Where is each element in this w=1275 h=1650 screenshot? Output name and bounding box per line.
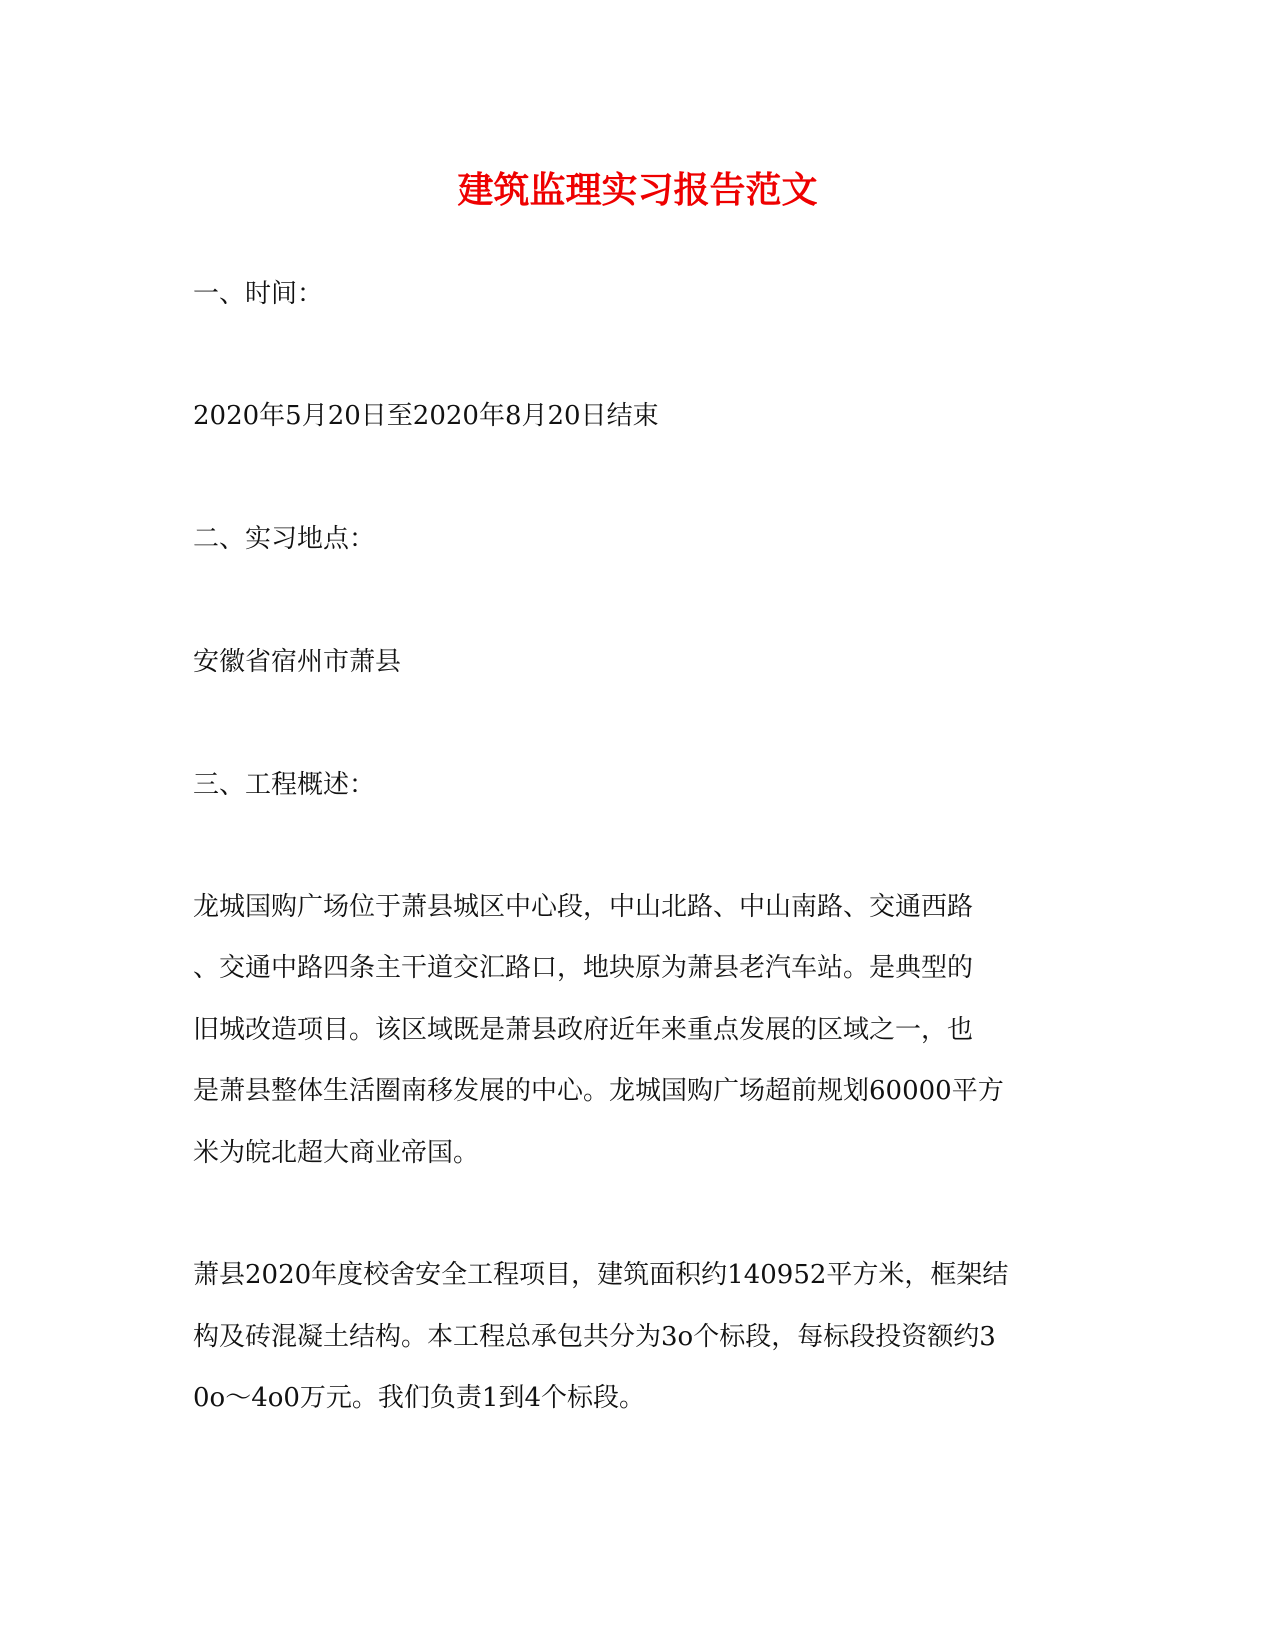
paragraph-1-line: 龙城国购广场位于萧县城区中心段，中山北路、中山南路、交通西路 bbox=[193, 892, 974, 922]
paragraph-1-line: 米为皖北超大商业帝国。 bbox=[193, 1138, 480, 1168]
paragraph-1-line: 是萧县整体生活圈南移发展的中心。龙城国购广场超前规划60000平方 bbox=[193, 1076, 1004, 1106]
location-value: 安徽省宿州市萧县 bbox=[193, 647, 402, 677]
time-heading: 一、时间： bbox=[193, 279, 324, 309]
paragraph-2-line: 萧县2020年度校舍安全工程项目，建筑面积约140952平方米，框架结 bbox=[193, 1260, 1009, 1290]
overview-heading: 三、工程概述： bbox=[193, 770, 376, 800]
location-heading: 二、实习地点： bbox=[193, 524, 376, 554]
document-title: 建筑监理实习报告范文 bbox=[457, 169, 818, 211]
time-value: 2020年5月20日至2020年8月20日结束 bbox=[193, 401, 659, 431]
paragraph-2-line: 构及砖混凝土结构。本工程总承包共分为3o个标段，每标段投资额约3 bbox=[193, 1322, 996, 1352]
paragraph-2-line: 0o～4o0万元。我们负责1到4个标段。 bbox=[193, 1383, 646, 1413]
paragraph-1-line: 旧城改造项目。该区域既是萧县政府近年来重点发展的区域之一，也 bbox=[193, 1015, 974, 1045]
paragraph-1-line: 、交通中路四条主干道交汇路口，地块原为萧县老汽车站。是典型的 bbox=[193, 953, 974, 983]
